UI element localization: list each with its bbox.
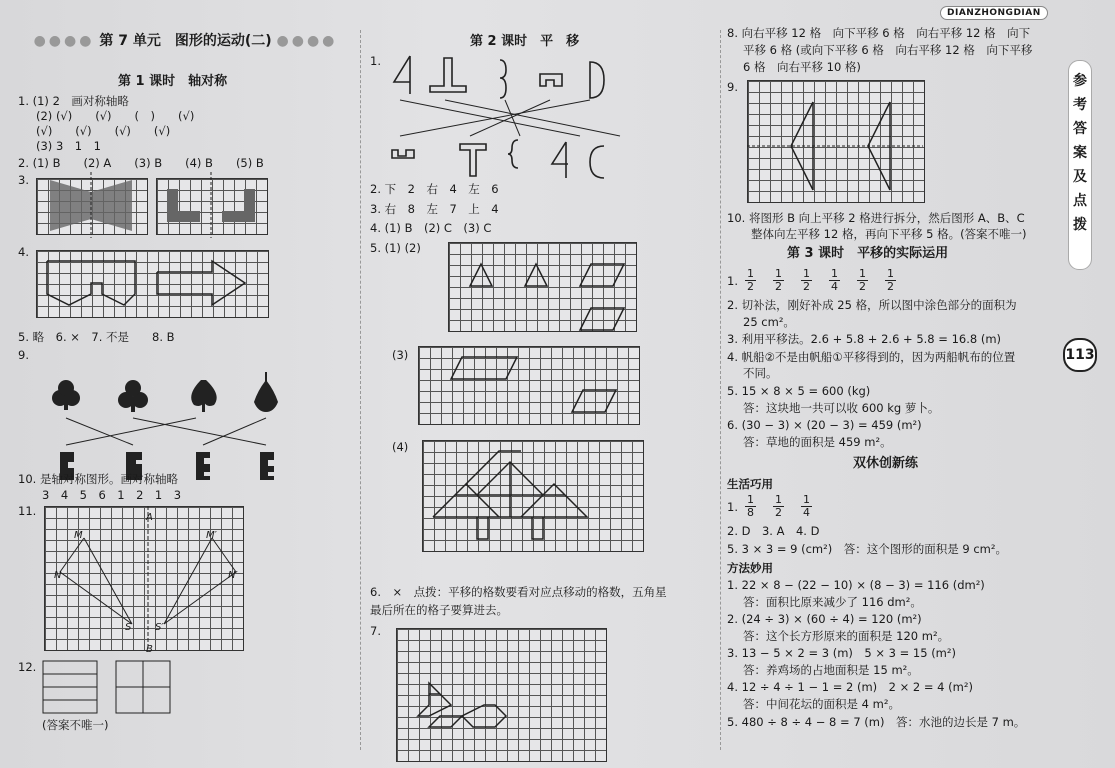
question-number: 9. <box>18 348 29 362</box>
point-label: B <box>146 644 153 655</box>
answer-line: (3) 3 1 1 <box>36 139 101 153</box>
lesson-1-title: 第 1 课时 轴对称 <box>118 74 228 89</box>
fraction: $\frac{1}{8}$ <box>747 493 754 519</box>
answer-line: 5. 15 × 8 × 5 = 600 (kg) <box>727 384 871 398</box>
section-title: 生活巧用 <box>727 477 773 491</box>
side-tab-char: 拨 <box>1073 217 1087 233</box>
answer-line: 3. 13 − 5 × 2 = 3 (m) 5 × 3 = 15 (m²) <box>727 646 956 660</box>
column-divider <box>360 30 361 750</box>
weekend-practice-title: 双休创新练 <box>853 456 919 471</box>
answer-line: 3 4 5 6 1 2 1 3 <box>42 488 182 502</box>
point-label: S <box>125 622 132 633</box>
answer-line: 答：中间花坛的面积是 4 m²。 <box>743 697 900 711</box>
q12-squares <box>42 660 202 715</box>
fraction: $\frac{1}{2}$ <box>803 267 810 293</box>
answer-line: 6 格 向右平移 10 格) <box>743 60 861 74</box>
question-number: 12. <box>18 660 37 674</box>
point-label: S′ <box>155 622 164 633</box>
answer-line: 2. 下 2 右 4 左 6 <box>370 182 499 196</box>
answer-line: 5. (1) (2) <box>370 241 421 255</box>
sub-question-label: (4) <box>392 440 409 454</box>
answer-line: 25 cm²。 <box>743 315 795 329</box>
point-label: N <box>54 570 62 581</box>
answer-line: 4. 帆船②不是由帆船①平移得到的，因为两船帆布的位置 <box>727 350 1016 364</box>
answer-line: 答：养鸡场的占地面积是 15 m²。 <box>743 663 919 677</box>
q5-tree-figure <box>422 440 642 550</box>
unit-title-text: 第 7 单元 图形的运动(二) <box>99 33 272 49</box>
answer-line: 3. 右 8 左 7 上 4 <box>370 202 499 216</box>
point-label: M′ <box>206 530 217 541</box>
fraction: $\frac{1}{4}$ <box>831 267 838 293</box>
dots-decoration: ●●●● <box>33 33 95 49</box>
answer-line: 不同。 <box>743 366 778 380</box>
answer-line: 5. 3 × 3 = 9 (cm²) 答：这个图形的面积是 9 cm²。 <box>727 542 1007 556</box>
dots-decoration: ●●●● <box>276 33 338 49</box>
answer-line: 10. 是轴对称图形。画对称轴略 <box>18 472 178 486</box>
q9-matching-figure <box>36 350 276 480</box>
side-tab-char: 答 <box>1073 121 1087 137</box>
side-tab-char: 点 <box>1073 193 1087 209</box>
answer-line: 最后所在的格子要算进去。 <box>370 603 508 617</box>
column-divider <box>720 30 721 750</box>
page-number: 113 <box>1063 338 1097 372</box>
answer-line: 6. (30 − 3) × (20 − 3) = 459 (m²) <box>727 418 922 432</box>
answer-line: 10. 将图形 B 向上平移 2 格进行拆分，然后图形 A、B、C <box>727 211 1025 225</box>
q3-u-figure <box>156 178 266 233</box>
question-number: 11. <box>18 504 37 518</box>
q3-bowtie-figure <box>36 178 146 233</box>
answer-line: (√) (√) (√) (√) <box>36 124 171 138</box>
answer-line: 5. 略 6. × 7. 不是 8. B <box>18 330 175 344</box>
answer-line: 1. (1) 2 画对称轴略 <box>18 94 129 108</box>
question-number: 9. <box>727 80 738 94</box>
question-number: 1. <box>727 274 738 288</box>
answer-line: 8. 向右平移 12 格 向下平移 6 格 向右平移 12 格 向下 <box>727 26 1031 40</box>
section-title: 方法妙用 <box>727 561 773 575</box>
point-label: A <box>146 512 153 523</box>
answer-line: 平移 6 格 (或向下平移 6 格 向右平移 12 格 向下平移 <box>743 43 1033 57</box>
point-label: M <box>74 530 83 541</box>
side-tab-char: 考 <box>1073 97 1087 113</box>
fraction: $\frac{1}{4}$ <box>803 493 810 519</box>
answer-key-side-tab <box>1068 60 1092 270</box>
answer-line: 答：这块地一共可以收 600 kg 萝卜。 <box>743 401 940 415</box>
answer-note: (答案不唯一) <box>42 718 109 732</box>
answer-line: 2. 切补法，刚好补成 25 格，所以图中涂色部分的面积为 <box>727 298 1017 312</box>
side-tab-char: 及 <box>1073 169 1087 185</box>
question-number: 7. <box>370 624 381 638</box>
answer-line: 答：草地的面积是 459 m²。 <box>743 435 892 449</box>
fraction: $\frac{1}{2}$ <box>747 267 754 293</box>
side-tab-char: 案 <box>1073 145 1087 161</box>
lesson-2-title: 第 2 课时 平 移 <box>470 34 580 49</box>
answer-line: 3. 利用平移法。2.6 + 5.8 + 2.6 + 5.8 = 16.8 (m) <box>727 332 1002 346</box>
q4-shapes <box>36 250 267 316</box>
q5-shapes-3 <box>418 346 638 423</box>
q7-shapes <box>396 628 605 760</box>
answer-line: 2. D 3. A 4. D <box>727 524 820 538</box>
answer-line: 整体向左平移 12 格，再向下平移 5 格。(答案不唯一) <box>751 227 1027 241</box>
question-number: 4. <box>18 245 29 259</box>
answer-line: 4. (1) B (2) C (3) C <box>370 221 492 235</box>
fraction: $\frac{1}{2}$ <box>775 493 782 519</box>
answer-line: 2. (1) B (2) A (3) B (4) B (5) B <box>18 156 264 170</box>
sub-question-label: (3) <box>392 348 409 362</box>
answer-line: 答：这个长方形原来的面积是 120 m²。 <box>743 629 950 643</box>
answer-line: 5. 480 ÷ 8 ÷ 4 − 8 = 7 (m) 答：水池的边长是 7 m。 <box>727 715 1026 729</box>
answer-line: (2) (√) (√) ( ) (√) <box>36 109 195 123</box>
answer-line: 2. (24 ÷ 3) × (60 ÷ 4) = 120 (m²) <box>727 612 922 626</box>
q5-shapes-1 <box>448 242 635 330</box>
side-tab-char: 参 <box>1073 73 1087 89</box>
fraction: $\frac{1}{2}$ <box>775 267 782 293</box>
fraction: $\frac{1}{2}$ <box>887 267 894 293</box>
question-number: 1. <box>370 54 381 68</box>
lesson-3-title: 第 3 课时 平移的实际运用 <box>787 246 949 261</box>
brand-badge: DIANZHONGDIAN <box>940 6 1048 20</box>
unit-title <box>18 34 353 49</box>
q9-arrow-shapes <box>747 80 923 201</box>
answer-line: 6. × 点拨：平移的格数要看对应点移动的格数，五角星 <box>370 585 667 599</box>
question-number: 1. <box>727 500 738 514</box>
point-label: N′ <box>228 570 238 581</box>
q1-translation-figure <box>390 54 630 194</box>
question-number: 3. <box>18 173 29 187</box>
answer-line: 答：面积比原来减少了 116 dm²。 <box>743 595 922 609</box>
fraction: $\frac{1}{2}$ <box>859 267 866 293</box>
answer-line: 1. 22 × 8 − (22 − 10) × (8 − 3) = 116 (dm²) <box>727 578 985 592</box>
answer-line: 4. 12 ÷ 4 ÷ 1 − 1 = 2 (m) 2 × 2 = 4 (m²) <box>727 680 973 694</box>
